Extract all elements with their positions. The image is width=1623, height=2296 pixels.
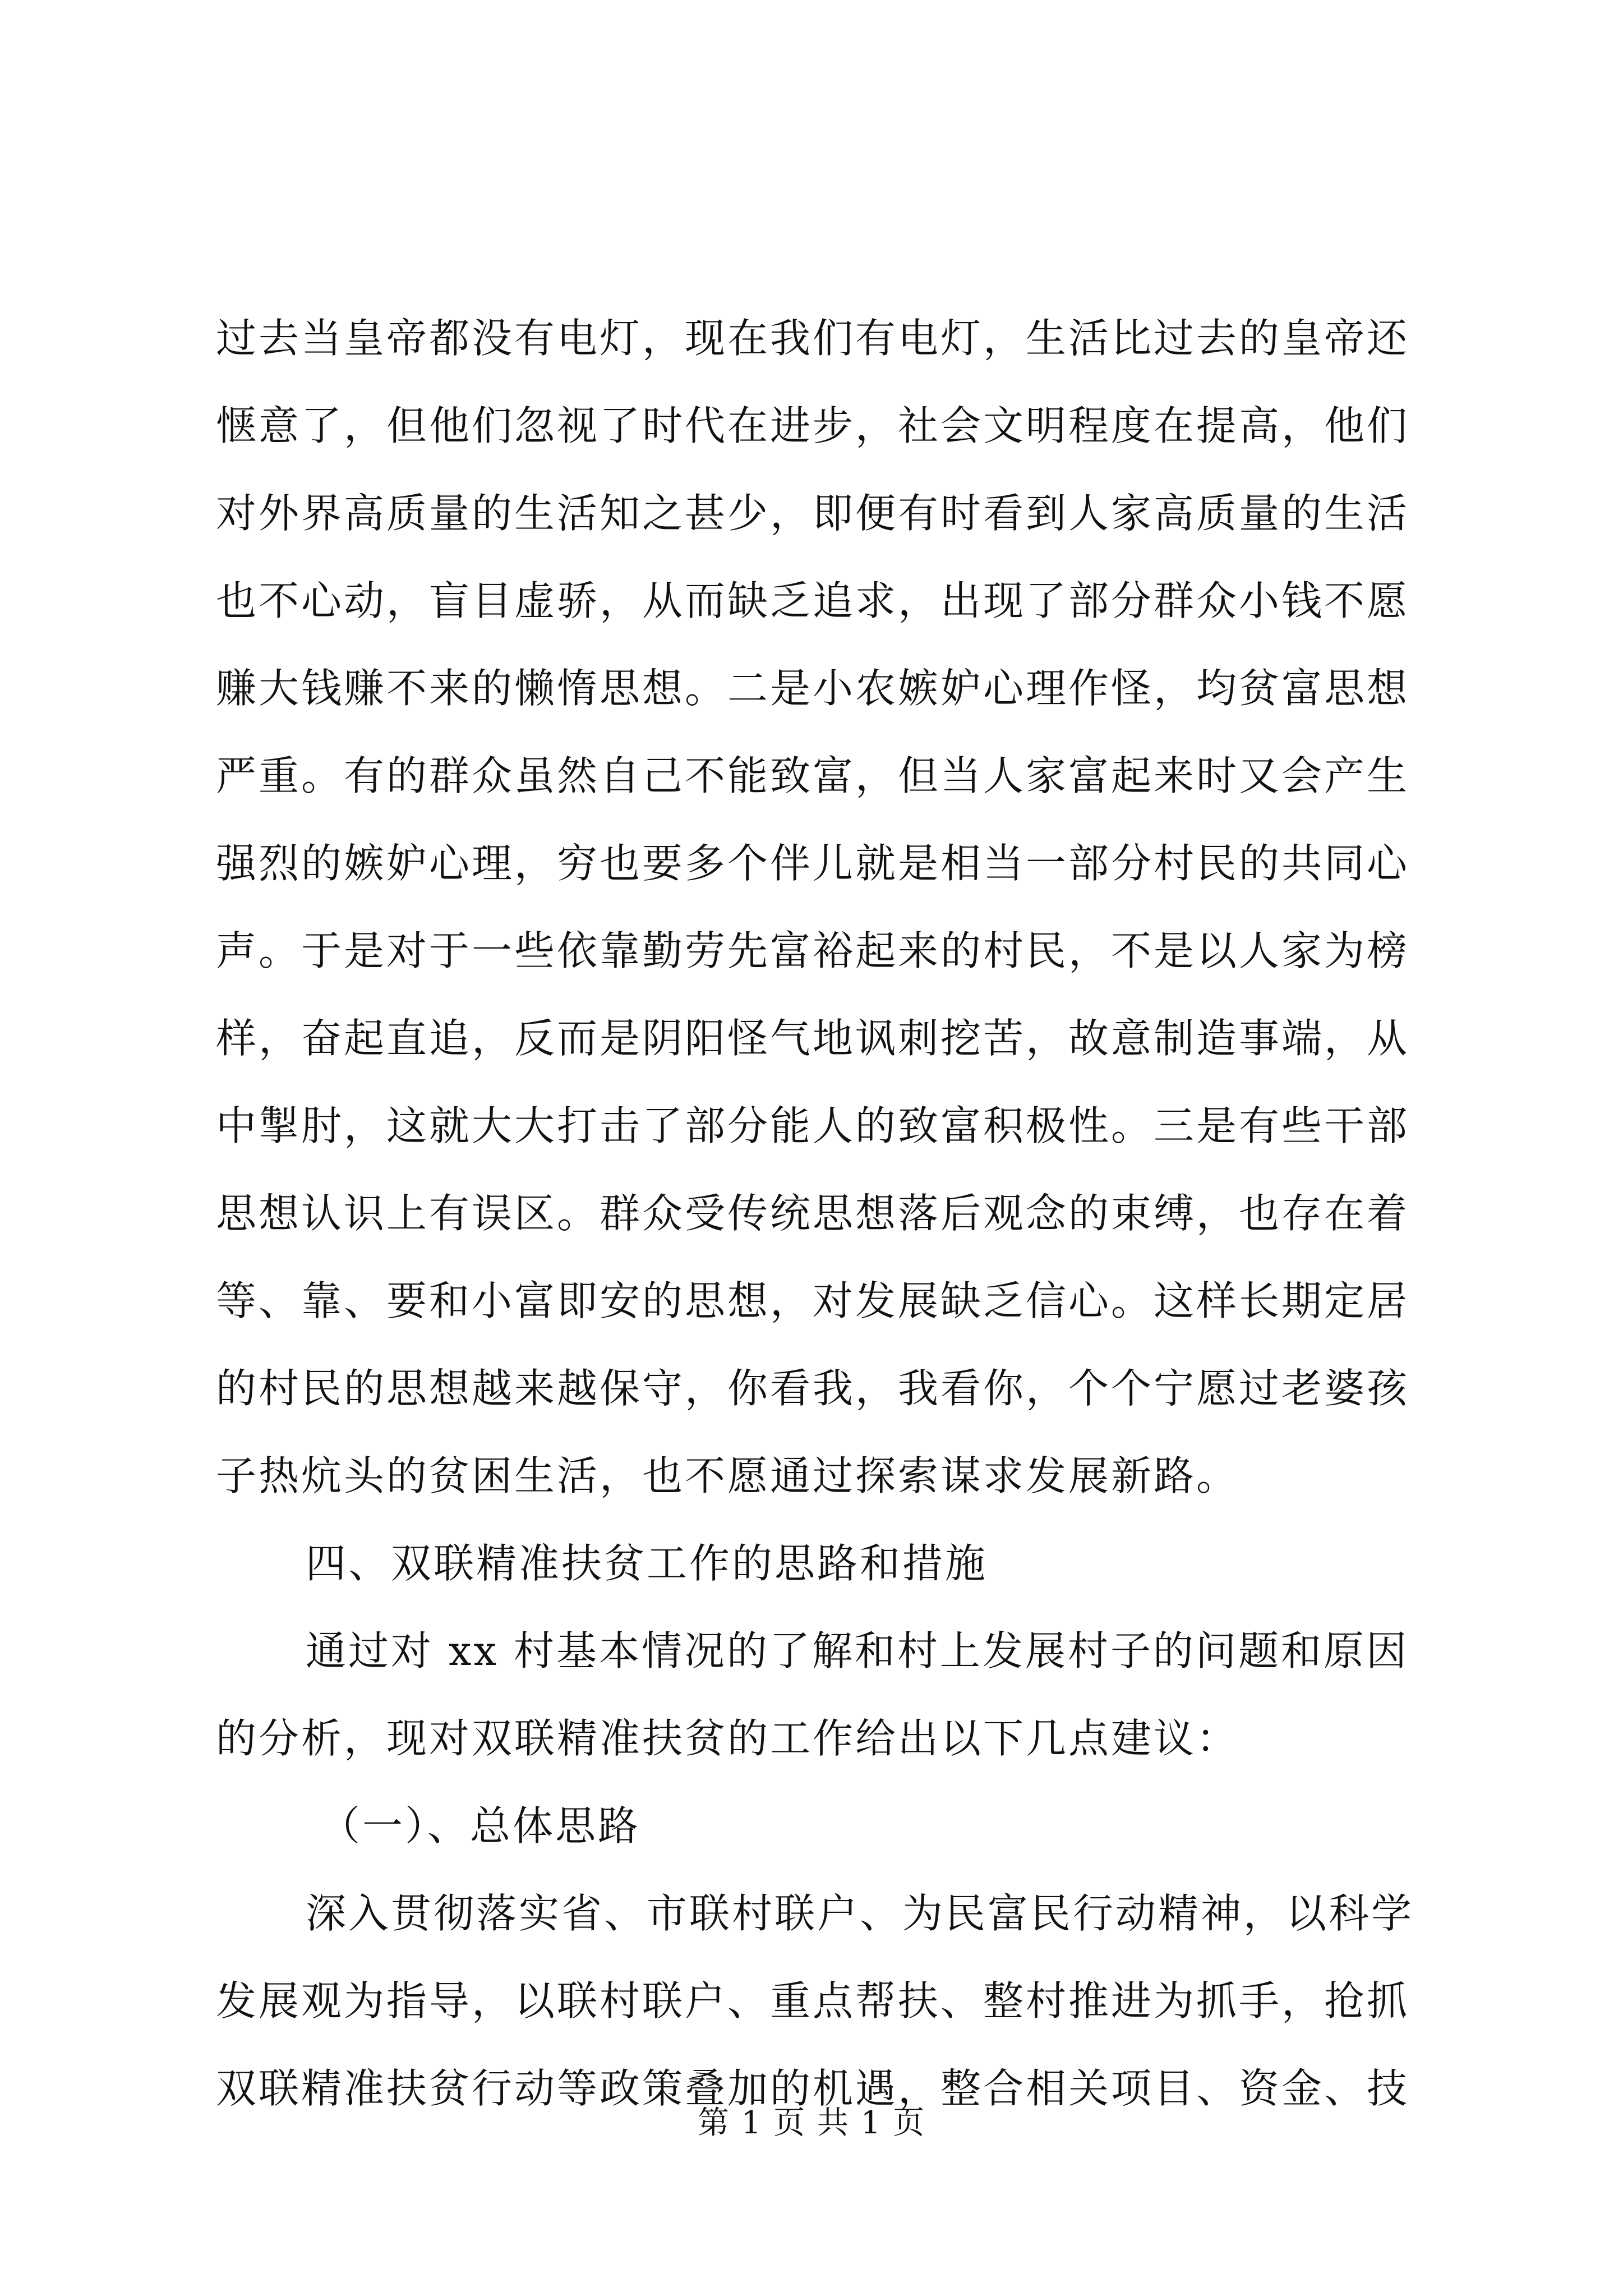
body-line: 等、靠、要和小富即安的思想，对发展缺乏信心。这样长期定居 [216, 1277, 1410, 1324]
section-heading: 四、双联精准扶贫工作的思路和措施 [306, 1540, 988, 1587]
subsection-heading: （一）、总体思路 [320, 1802, 641, 1849]
body-line: 通过对 xx 村基本情况的了解和村上发展村子的问题和原因 [306, 1627, 1409, 1674]
body-line: 中掣肘，这就大大打击了部分能人的致富积极性。三是有些干部 [216, 1102, 1410, 1149]
body-line: 子热炕头的贫困生活，也不愿通过探索谋求发展新路。 [216, 1452, 1239, 1499]
body-line: 深入贯彻落实省、市联村联户、为民富民行动精神，以科学 [306, 1890, 1414, 1937]
body-line: 赚大钱赚不来的懒惰思想。二是小农嫉妒心理作怪，均贫富思想 [216, 665, 1410, 712]
body-line: 严重。有的群众虽然自己不能致富，但当人家富起来时又会产生 [216, 752, 1410, 799]
body-line: 思想认识上有误区。群众受传统思想落后观念的束缚，也存在着 [216, 1190, 1410, 1237]
body-line: 也不心动，盲目虚骄，从而缺乏追求，出现了部分群众小钱不愿 [216, 577, 1410, 624]
body-line: 惬意了，但他们忽视了时代在进步，社会文明程度在提高，他们 [216, 402, 1410, 449]
document-body [216, 295, 1416, 2132]
page-footer: 第 1 页 共 1 页 [697, 2105, 926, 2141]
body-line: 样，奋起直追，反而是阴阳怪气地讽刺挖苦，故意制造事端，从 [216, 1015, 1410, 1062]
body-line: 的分析，现对双联精准扶贫的工作给出以下几点建议： [216, 1715, 1239, 1762]
body-line: 的村民的思想越来越保守，你看我，我看你，个个宁愿过老婆孩 [216, 1365, 1410, 1412]
body-line: 对外界高质量的生活知之甚少，即便有时看到人家高质量的生活 [216, 490, 1410, 537]
body-line: 发展观为指导，以联村联户、重点帮扶、整村推进为抓手，抢抓 [216, 1977, 1410, 2024]
body-line: 过去当皇帝都没有电灯，现在我们有电灯，生活比过去的皇帝还 [216, 315, 1410, 362]
body-line: 双联精准扶贫行动等政策叠加的机遇，整合相关项目、资金、技 [216, 2065, 1410, 2112]
body-line: 声。于是对于一些依靠勤劳先富裕起来的村民，不是以人家为榜 [216, 927, 1410, 974]
body-line: 强烈的嫉妒心理，穷也要多个伴儿就是相当一部分村民的共同心 [216, 840, 1410, 887]
